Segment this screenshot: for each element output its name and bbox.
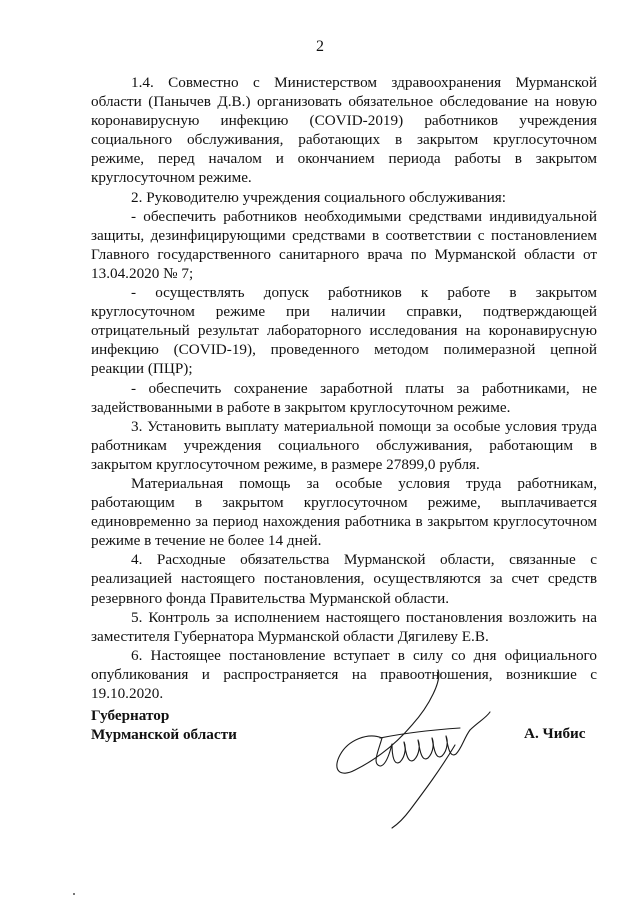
signatory-title-line1: Губернатор <box>91 707 170 724</box>
paragraph-1-4: 1.4. Совместно с Министерством здравоохранения Мурманской области (Панычев Д.В.) организовать обязательное обследование на новую коронавирусную инфекцию (COVID-2019) работников учреждения социального обслуживания, работающих в закрытом круглосуточном режиме, перед началом и окончанием периода работы в закрытом круглосуточном режиме. <box>91 74 597 187</box>
signatory-title-line2: Мурманской области <box>91 726 237 743</box>
paragraph-2-item-salary: - обеспечить сохранение заработной платы за работниками, не задействованными в работе в закрытом круглосуточном режиме. <box>91 379 597 416</box>
paragraph-2-item-admission: - осуществлять допуск работников к работе в закрытом круглосуточном режиме при наличии справки, подтверждающей отрицательный результат лабораторного исследования на коронавирусную инфекцию (COVID-19), проведенного методом полимеразной цепной реакции (ПЦР); <box>91 284 597 378</box>
paragraph-5: 5. Контроль за исполнением настоящего постановления возложить на заместителя Губернатора Мурманской области Дягилеву Е.В. <box>91 608 597 645</box>
paragraph-4: 4. Расходные обязательства Мурманской области, связанные с реализацией настоящего постановления, осуществляются за счет средств резервного фонда Правительства Мурманской области. <box>91 551 597 607</box>
paragraph-2-item-ppe: - обеспечить работников необходимыми средствами индивидуальной защиты, дезинфицирующими средствами в соответствии с постановлением Главного государственного санитарного врача по Мурманской области от 13.04.2020 № 7; <box>91 207 597 282</box>
paragraph-3-material-aid: Материальная помощь за особые условия труда работникам, работающим в закрытом круглосуточном режиме, выплачивается единовременно за период нахождения работника в закрытом круглосуточном режиме в течение не более 14 дней. <box>91 474 597 550</box>
signatory-title <box>91 706 237 744</box>
paragraph-6: 6. Настоящее постановление вступает в силу со дня официального опубликования и распространяется на правоотношения, возникшие с 19.10.2020. <box>91 646 597 702</box>
page-number: 2 <box>316 38 324 55</box>
signatory-name: А. Чибис <box>524 725 586 742</box>
scan-speck <box>73 893 75 895</box>
handwritten-signature <box>320 660 520 830</box>
paragraph-2: 2. Руководителю учреждения социального обслуживания: <box>131 188 506 206</box>
paragraph-3: 3. Установить выплату материальной помощи за особые условия труда работникам учреждения социального обслуживания, работающим в закрытом круглосуточном режиме, в размере 27899,0 рубля. <box>91 417 597 473</box>
